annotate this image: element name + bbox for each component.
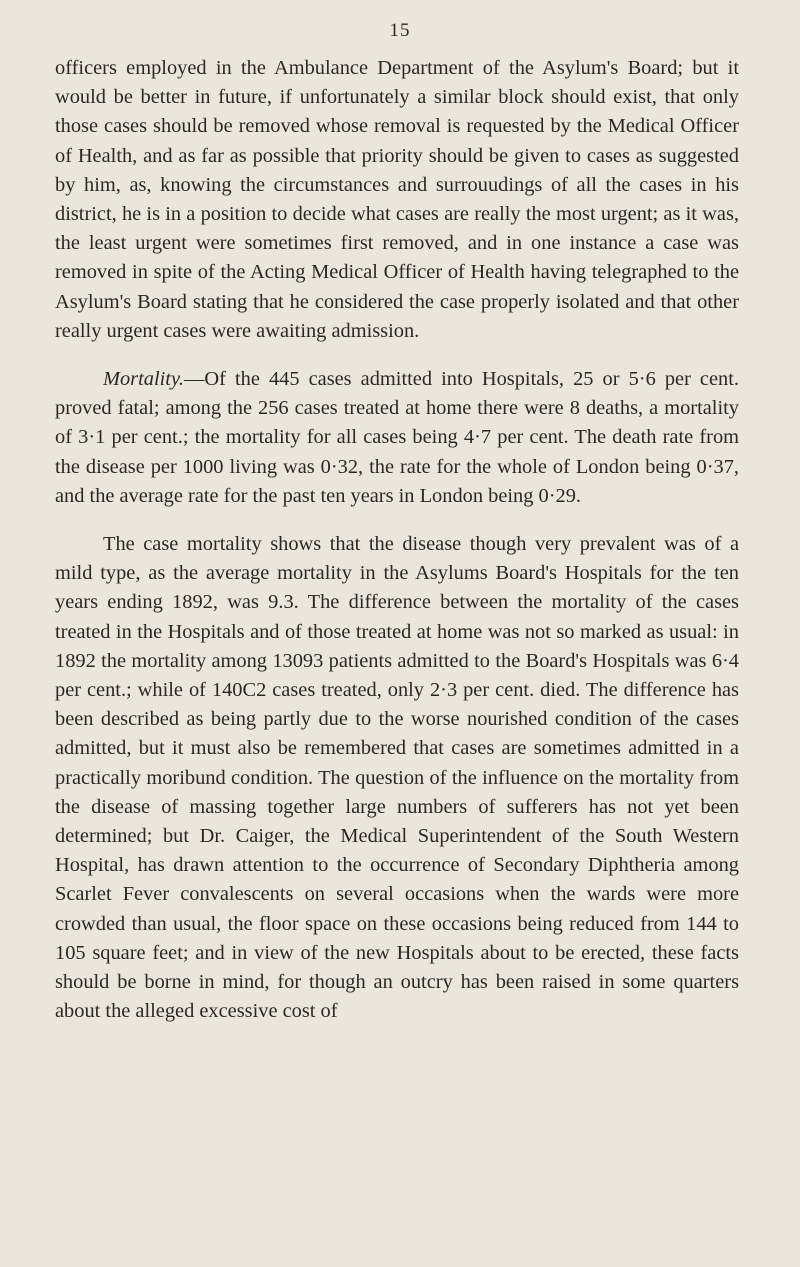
body-text (55, 54, 739, 1027)
paragraph-mortality (55, 365, 739, 511)
mortality-heading: Mortality. (103, 368, 184, 391)
mortality-text: —Of the 445 cases admitted into Hospitals, 25 or 5·6 per cent. proved fatal; among the 256 cases treated at home there were 8 deaths, a mortality of 3·1 per cent.; the mortality for all cases being 4·7 per cent. The death rate from the disease per 1000 living was 0·32, the rate for the whole of London being 0·37, and the average rate for the past ten years in London being 0·29. (55, 368, 739, 507)
paragraph-ambulance: officers employed in the Ambulance Department of the Asylum's Board; but it would be better in future, if unfortunately a similar block should exist, that only those cases should be removed whose removal is requested by the Medical Officer of Health, and as far as possible that priority should be given to cases as suggested by him, as, knowing the circumstances and surrouudings of all the cases in his district, he is in a position to decide what cases are really the most urgent; as it was, the least urgent were sometimes first removed, and in one instance a case was removed in spite of the Acting Medical Officer of Health having telegraphed to the Asylum's Board stating that he considered the case properly isolated and that other really urgent cases were awaiting admission. (55, 57, 739, 342)
page-number: 15 (389, 20, 411, 41)
paragraph-case-mortality: The case mortality shows that the disease though very prevalent was of a mild type, as the average mortality in the Asylums Board's Hospitals for the ten years ending 1892, was 9.3. The difference between the mortality of the cases treated in the Hospitals and of those treated at home was not so marked as usual: in 1892 the mortality among 13093 patients admitted to the Board's Hospitals was 6·4 per cent.; while of 140C2 cases treated, only 2·3 per cent. died. The difference has been described as being partly due to the worse nourished condition of the cases admitted, but it must also be remembered that cases are sometimes admitted in a practically moribund condition. The question of the influence on the mortality from the disease of massing together large numbers of sufferers has not yet been determined; but Dr. Caiger, the Medical Superintendent of the South Western Hospital, has drawn attention to the occurrence of Secondary Diphtheria among Scarlet Fever convalescents on several occasions when the wards were more crowded than usual, the floor space on these occasions being reduced from 144 to 105 square feet; and in view of the new Hospitals about to be erected, these facts should be borne in mind, for though an outcry has been raised in some quarters about the alleged excessive cost of (55, 533, 739, 1023)
